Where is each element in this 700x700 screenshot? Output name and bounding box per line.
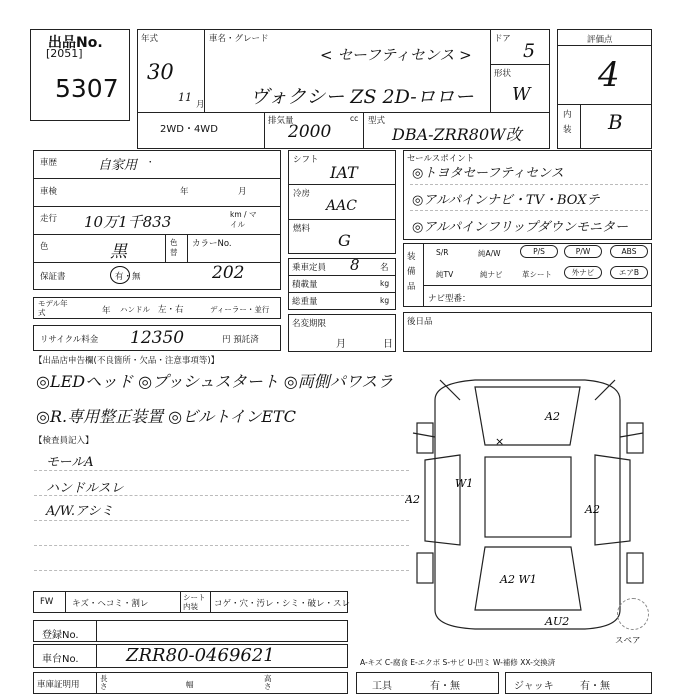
equipment-label: 装備品 (407, 252, 416, 292)
equip-leather: 革シート (522, 270, 552, 279)
warranty-label: 保証書 (40, 272, 66, 282)
cert-length: 長さ (100, 674, 108, 691)
inspector-note-3: A/W.アシミ (46, 504, 114, 519)
warranty-circle (110, 266, 130, 284)
equip-navi: 純ナビ (480, 270, 503, 279)
car-damage-diagram (405, 375, 655, 635)
grade-note: < セーフティセンス > (320, 46, 472, 64)
damage-legend: A-キズ C-腐食 E-エクボ S-サビ U-凹ミ W-補修 XX-交換済 (360, 658, 556, 667)
interior-value: B (608, 110, 623, 134)
ac-label: 冷房 (293, 189, 311, 199)
tools-value: 有・無 (430, 681, 460, 692)
wheel-rear-right (627, 553, 643, 583)
wheel-front-right (627, 423, 643, 453)
capacity-label: 乗車定員 (292, 263, 327, 273)
mirror-right (620, 433, 643, 437)
tools-label: 工具 (372, 681, 392, 692)
history-dot: ・ (146, 158, 155, 168)
inspector-notes-label: 【検査員記入】 (34, 436, 94, 446)
handle-value: 左・右 (158, 305, 184, 315)
model-year-unit: 年 (102, 306, 111, 316)
shift-label: シフト (293, 155, 319, 165)
shaken-month: 月 (238, 187, 247, 197)
recycle-unit: 円 預託済 (222, 335, 259, 345)
year-label: 年式 (141, 34, 159, 44)
equip-abs: ABS (610, 245, 648, 258)
mileage-unit: km / マイル (230, 210, 257, 229)
front-hood (475, 387, 580, 445)
ac-value: AAC (326, 198, 357, 214)
damage-label-6: AU2 (545, 615, 570, 628)
sales-point-3: ◎アルパインフリップダウンモニター (412, 220, 628, 235)
color-label: 色 (40, 242, 49, 252)
after-items-frame (403, 312, 652, 352)
deadline-day: 日 (383, 339, 393, 350)
load-unit: kg (380, 279, 390, 288)
sales-point-1: ◎トヨタセーフティセンス (412, 166, 564, 181)
color-value: 黒 (110, 242, 127, 262)
car-name-value: ヴォクシー ZS 2D-ロロー (250, 86, 474, 108)
sales-point-2: ◎アルパインナビ・TV・BOXテ (412, 193, 600, 208)
mirror-left (413, 433, 435, 437)
legend-seat: シート内装 (183, 593, 206, 611)
lot-number: 5307 (55, 74, 119, 103)
equip-alloy: 純A/W (478, 249, 501, 258)
jack-value: 有・無 (580, 681, 610, 692)
model-year-label: モデル年式 (38, 299, 68, 317)
shaken-label: 車検 (40, 187, 58, 197)
color-change-label: 色替 (170, 238, 178, 257)
lot-tag: [2051] (46, 47, 83, 60)
cc-unit: cc (350, 114, 359, 123)
deadline-unit: 月 (336, 339, 346, 350)
mileage-value: 10万1千833 (84, 213, 172, 231)
dealer-label: ディーラー・並行 (210, 305, 270, 314)
shape-value: W (512, 84, 531, 105)
color-no-value: 202 (212, 263, 245, 283)
model-value: DBA-ZRR80W改 (392, 125, 522, 144)
capacity-unit: 名 (380, 263, 389, 273)
lot-label: 出品No. (48, 35, 103, 51)
inspector-note-2: ハンドルスレ (46, 481, 124, 496)
car-name-label: 車名・グレード (209, 34, 269, 44)
interior-label: 内装 (563, 110, 572, 135)
total-weight-label: 総重量 (292, 297, 318, 307)
recycle-value: 12350 (130, 328, 185, 348)
mileage-label: 走行 (40, 214, 58, 224)
jack-label: ジャッキ (514, 681, 554, 692)
year-value: 30 (147, 60, 174, 84)
legend-fw: FW (40, 597, 54, 607)
damage-label-1: A2 (545, 410, 560, 423)
month-value: 11 (178, 91, 192, 104)
seller-notes-line1: ◎LEDヘッド ◎プッシュスタート ◎両側パワスラ (36, 372, 394, 391)
history-label: 車歴 (40, 158, 58, 168)
load-label: 積載量 (292, 280, 318, 290)
sales-label: セールスポイント (407, 154, 475, 164)
damage-label-4: W1 (455, 477, 474, 490)
legend-koge: コゲ・穴・汚レ・シミ・破レ・スレ (214, 599, 351, 609)
history-value: 自家用 (98, 158, 138, 173)
displacement-label: 排気量 (268, 116, 294, 126)
score-value: 4 (598, 55, 620, 95)
navi-model-label: ナビ型番： (428, 294, 471, 304)
shaken-year: 年 (180, 187, 189, 197)
door-label: ドア (494, 34, 511, 44)
fuel-label: 燃料 (293, 224, 311, 234)
registration-label: 登録No. (42, 630, 79, 641)
month-unit: 月 (196, 100, 205, 110)
displacement-value: 2000 (288, 122, 332, 142)
damage-x-mark: × (495, 435, 505, 448)
equip-sr: S/R (436, 248, 449, 257)
deadline-label: 名変期限 (292, 319, 327, 329)
right-side-panel (595, 455, 630, 545)
total-weight-unit: kg (380, 296, 390, 305)
damage-label-5: A2 W1 (500, 573, 537, 586)
inspector-note-1: モールA (46, 455, 94, 470)
chassis-label: 車台No. (42, 654, 79, 665)
wheel-rear-left (417, 553, 433, 583)
warranty-value: 有・無 (115, 272, 141, 282)
equip-pw: P/W (564, 245, 602, 258)
wheel-front-left (417, 423, 433, 453)
legend-kizu: キズ・ヘコミ・割レ (72, 599, 149, 609)
equip-ext-navi: 外ナビ (564, 266, 602, 279)
seller-notes-line2: ◎R.専用整正装置 ◎ビルトインETC (36, 407, 296, 426)
handle-label: ハンドル (120, 305, 150, 314)
registration-row (33, 620, 348, 642)
drive-option: 2WD・4WD (160, 124, 218, 135)
door-value: 5 (523, 40, 536, 62)
shape-label: 形状 (494, 69, 512, 79)
equip-airbag: エアB (610, 266, 648, 279)
equip-ps: P/S (520, 245, 558, 258)
damage-label-3: A2 (585, 503, 600, 516)
damage-label-2: A2 (405, 493, 420, 506)
left-side-panel (425, 455, 460, 545)
equip-tv: 純TV (436, 270, 454, 279)
fuel-value: G (338, 231, 351, 250)
model-label: 型式 (368, 116, 386, 126)
score-label: 評価点 (587, 35, 613, 45)
cert-label: 車庫証明用 (37, 680, 80, 690)
spare-tire-icon (617, 598, 649, 630)
recycle-label: リサイクル料金 (40, 335, 99, 345)
shift-value: IAT (330, 163, 358, 182)
color-no-label: カラーNo. (192, 239, 232, 249)
chassis-value: ZRR80-0469621 (126, 645, 275, 666)
spare-label: スペア (615, 636, 641, 646)
cert-height: 高さ (264, 674, 272, 691)
front-bumper-right (595, 380, 615, 400)
after-items-label: 後日品 (407, 317, 433, 327)
cert-width: 幅 (186, 680, 194, 689)
capacity-value: 8 (350, 256, 360, 274)
seller-notes-label: 【出品店申告欄(不良箇所・欠品・注意事項等)】 (34, 356, 220, 366)
roof (485, 457, 571, 537)
